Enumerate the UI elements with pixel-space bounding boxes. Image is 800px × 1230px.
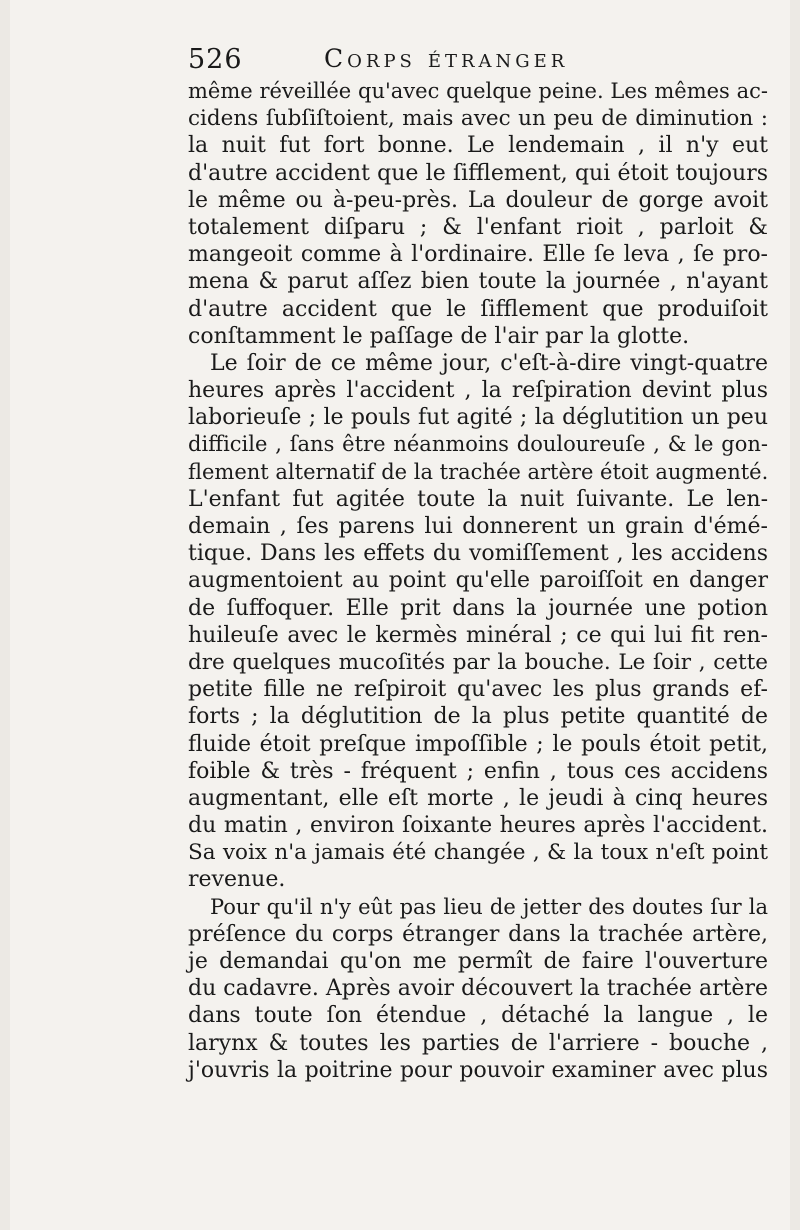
text-line: laborieuſe ; le pouls fut agité ; la déglutition un peu bbox=[188, 405, 768, 431]
text-line: la nuit fut fort bonne. Le lendemain , il n'y eut bbox=[188, 133, 768, 159]
text-line: je demandai qu'on me permît de faire l'ouverture bbox=[188, 949, 768, 974]
text-line: Pour qu'il n'y eût pas lieu de jetter des doutes ſur la bbox=[210, 894, 768, 919]
text-line: le même ou à-peu-près. La douleur de gorge avoit bbox=[188, 187, 768, 213]
text-line: j'ouvris la poitrine pour pouvoir examiner avec plus bbox=[188, 1057, 768, 1083]
text-line: larynx & toutes les parties de l'arriere - bouche , bbox=[188, 1030, 768, 1056]
text-line: dre quelques mucoſités par la bouche. Le ſoir , cette bbox=[188, 649, 768, 675]
text-line: mena & parut aſſez bien toute la journée , n'ayant bbox=[188, 269, 768, 295]
text-line: du cadavre. Après avoir découvert la trachée artère bbox=[188, 976, 768, 1002]
text-line: foible & très - fréquent ; enfin , tous ces accidens bbox=[188, 758, 768, 784]
text-line: demain , ſes parens lui donnerent un grain d'émé- bbox=[188, 514, 768, 539]
text-line: conſtamment le paſſage de l'air par la glotte. bbox=[188, 323, 690, 349]
text-line: revenue. bbox=[188, 867, 286, 893]
text-line: cidens ſubſiſtoient, mais avec un peu de diminution : bbox=[188, 106, 768, 132]
text-line: L'enfant fut agitée toute la nuit ſuivante. Le len- bbox=[188, 486, 768, 512]
text-line: heures après l'accident , la reſpiration devint plus bbox=[188, 378, 768, 404]
body-text bbox=[188, 78, 768, 1084]
text-line: flement alternatif de la trachée artère étoit augmenté. bbox=[188, 459, 769, 484]
text-line: forts ; la déglutition de la plus petite quantité de bbox=[188, 704, 768, 730]
text-line: difficile , ſans être néanmoins douloureuſe , & le gon- bbox=[188, 432, 768, 457]
page-number: 526 bbox=[188, 44, 243, 75]
text-line: augmentant, elle eſt morte , le jeudi à cinq heures bbox=[188, 785, 768, 811]
text-line: fluide étoit preſque impoſſible ; le pouls étoit petit, bbox=[188, 731, 768, 757]
text-line: même réveillée qu'avec quelque peine. Les mêmes ac- bbox=[188, 79, 768, 103]
text-line: Sa voix n'a jamais été changée , & la toux n'eſt point bbox=[188, 840, 768, 866]
text-line: préſence du corps étranger dans la trachée artère, bbox=[188, 921, 768, 947]
text-line: d'autre accident que le ſifflement, qui étoit toujours bbox=[188, 160, 768, 186]
text-line: huileuſe avec le kermès minéral ; ce qui lui fit ren- bbox=[188, 622, 768, 648]
text-line: totalement diſparu ; & l'enfant rioit , parloit & bbox=[188, 214, 768, 240]
text-line: petite fille ne reſpiroit qu'avec les plus grands ef- bbox=[188, 677, 768, 703]
text-line: tique. Dans les effets du vomiſſement , les accidens bbox=[188, 541, 768, 567]
text-line: Le ſoir de ce même jour, c'eſt-à-dire vingt-quatre bbox=[210, 350, 768, 376]
text-line: de ſuffoquer. Elle prit dans la journée une potion bbox=[188, 595, 768, 621]
running-head: Corps étranger bbox=[324, 44, 569, 73]
text-line: dans toute ſon étendue , détaché la langue , le bbox=[188, 1003, 768, 1029]
text-line: augmentoient au point qu'elle paroiſſoit en danger bbox=[188, 568, 768, 594]
text-line: d'autre accident que le ſifflement que produiſoit bbox=[188, 296, 768, 322]
text-line: mangeoit comme à l'ordinaire. Elle ſe leva , ſe pro- bbox=[188, 242, 768, 268]
text-line: du matin , environ ſoixante heures après l'accident. bbox=[188, 813, 768, 839]
